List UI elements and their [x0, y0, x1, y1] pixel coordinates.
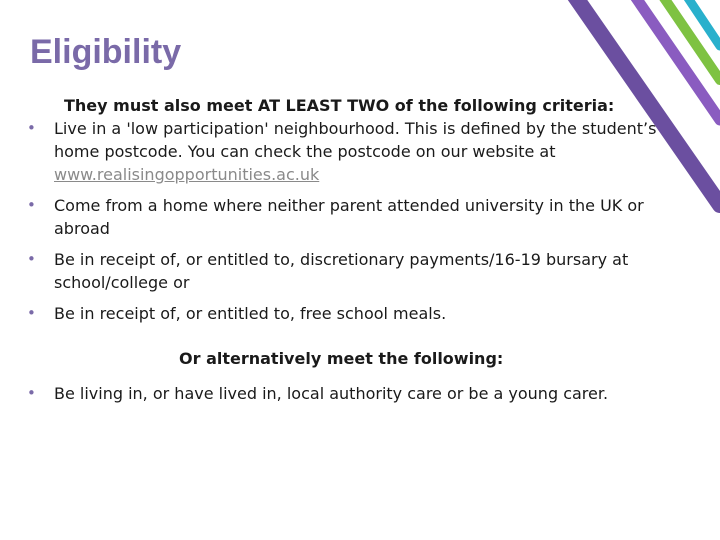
alternative-list: [26, 382, 696, 405]
criteria-list: [26, 117, 696, 325]
list-item: [26, 117, 696, 186]
list-item: [26, 382, 696, 405]
bullet-icon: •: [27, 119, 36, 137]
alternative-text: Be living in, or have lived in, local authority care or be a young carer.: [54, 384, 609, 403]
bullet-icon: •: [27, 196, 36, 214]
alternative-heading: Or alternatively meet the following:: [179, 349, 504, 368]
list-item: [26, 302, 696, 325]
slide-title: Eligibility: [30, 33, 182, 71]
criterion-text: Be in receipt of, or entitled to, discretionary payments/16-19 bursary at school/college or: [54, 250, 629, 292]
criterion-text: Be in receipt of, or entitled to, free school meals.: [54, 304, 447, 323]
criteria-intro: They must also meet AT LEAST TWO of the following criteria:: [64, 96, 615, 115]
criterion-text: Come from a home where neither parent attended university in the UK or abroad: [54, 196, 644, 238]
list-item: [26, 248, 696, 294]
criterion-text: Live in a 'low participation' neighbourhood. This is defined by the student’s home postcode. You can check the postcode on our website at: [54, 119, 657, 161]
bullet-icon: •: [27, 304, 36, 322]
bullet-icon: •: [27, 384, 36, 402]
slide-body: [26, 94, 696, 413]
bullet-icon: •: [27, 250, 36, 268]
website-link[interactable]: www.realisingopportunities.ac.uk: [54, 165, 320, 184]
list-item: [26, 194, 696, 240]
